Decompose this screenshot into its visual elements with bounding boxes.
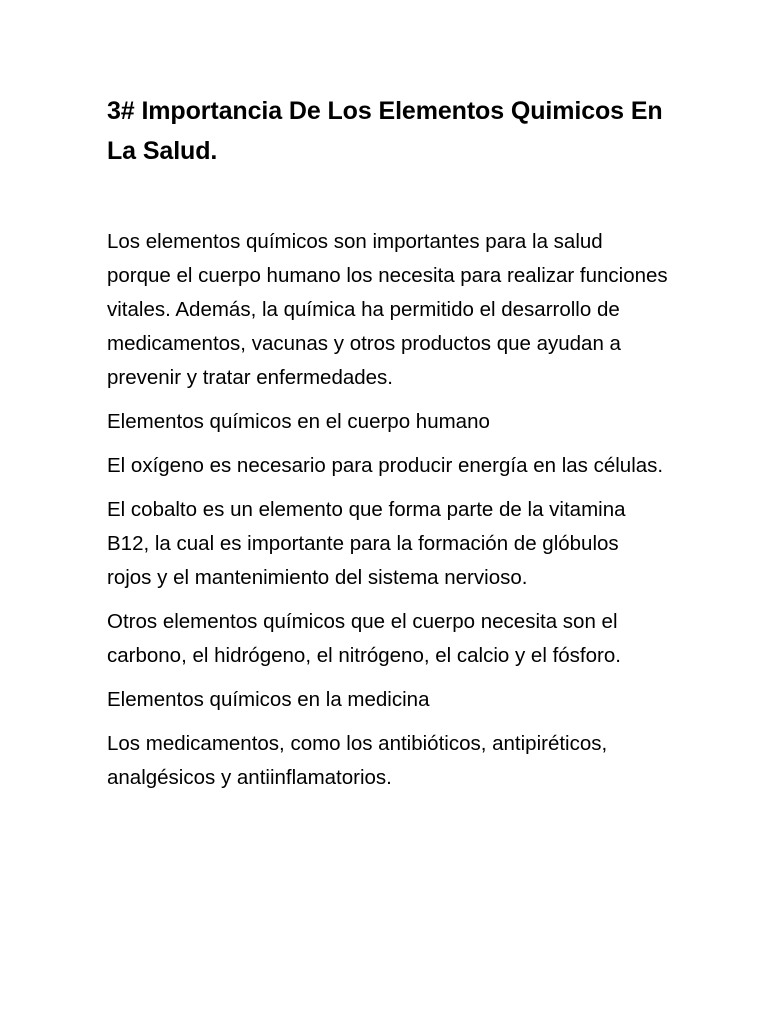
section-heading-body: Elementos químicos en el cuerpo humano	[107, 410, 490, 433]
document-title: 3# Importancia De Los Elementos Quimicos En La Salud.	[107, 97, 663, 165]
intro-paragraph: Los elementos químicos son importantes para la salud porque el cuerpo humano los necesita para realizar funciones vitales. Además, la química ha permitido el desarrollo de medicamentos, vacunas y otros productos que ayudan a prevenir y tratar enfermedades.	[107, 230, 668, 389]
section-heading-medicine: Elementos químicos en la medicina	[107, 688, 430, 711]
medicines-paragraph: Los medicamentos, como los antibióticos, antipiréticos, analgésicos y antiinflamatorios.	[107, 732, 608, 789]
oxygen-paragraph: El oxígeno es necesario para producir energía en las células.	[107, 454, 664, 477]
other-elements-paragraph: Otros elementos químicos que el cuerpo necesita son el carbono, el hidrógeno, el nitrógeno, el calcio y el fósforo.	[107, 610, 621, 667]
cobalt-paragraph: El cobalto es un elemento que forma parte de la vitamina B12, la cual es importante para la formación de glóbulos rojos y el mantenimiento del sistema nervioso.	[107, 498, 626, 589]
document-body	[107, 225, 668, 795]
